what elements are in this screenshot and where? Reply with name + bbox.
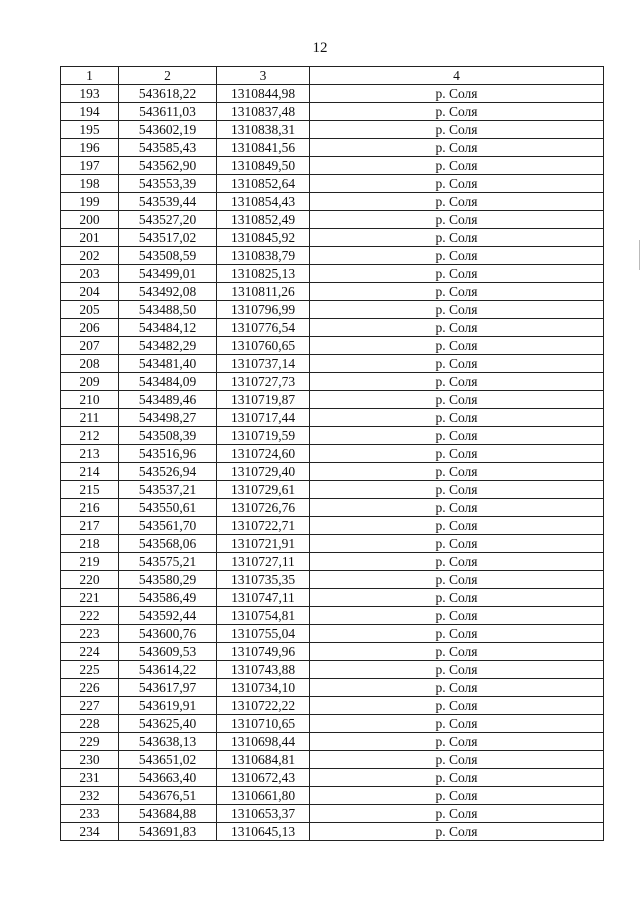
table-row xyxy=(61,193,604,211)
y-coordinate-cell: 1310729,40 xyxy=(217,463,310,481)
description-cell: р. Соля xyxy=(310,157,604,175)
y-coordinate-cell: 1310825,13 xyxy=(217,265,310,283)
table-row xyxy=(61,427,604,445)
coordinates-table xyxy=(60,66,604,841)
y-coordinate-cell: 1310672,43 xyxy=(217,769,310,787)
x-coordinate-cell: 543517,02 xyxy=(119,229,217,247)
description-cell: р. Соля xyxy=(310,661,604,679)
x-coordinate-cell: 543609,53 xyxy=(119,643,217,661)
y-coordinate-cell: 1310645,13 xyxy=(217,823,310,841)
description-cell: р. Соля xyxy=(310,607,604,625)
description-cell: р. Соля xyxy=(310,283,604,301)
y-coordinate-cell: 1310844,98 xyxy=(217,85,310,103)
table-row xyxy=(61,499,604,517)
point-number-cell: 228 xyxy=(61,715,119,733)
x-coordinate-cell: 543489,46 xyxy=(119,391,217,409)
description-cell: р. Соля xyxy=(310,769,604,787)
description-cell: р. Соля xyxy=(310,499,604,517)
x-coordinate-cell: 543508,59 xyxy=(119,247,217,265)
table-row xyxy=(61,823,604,841)
x-coordinate-cell: 543617,97 xyxy=(119,679,217,697)
point-number-cell: 198 xyxy=(61,175,119,193)
table-row xyxy=(61,805,604,823)
y-coordinate-cell: 1310727,73 xyxy=(217,373,310,391)
table-row xyxy=(61,751,604,769)
table-row xyxy=(61,337,604,355)
point-number-cell: 203 xyxy=(61,265,119,283)
point-number-cell: 213 xyxy=(61,445,119,463)
x-coordinate-cell: 543482,29 xyxy=(119,337,217,355)
y-coordinate-cell: 1310754,81 xyxy=(217,607,310,625)
x-coordinate-cell: 543516,96 xyxy=(119,445,217,463)
description-cell: р. Соля xyxy=(310,589,604,607)
x-coordinate-cell: 543684,88 xyxy=(119,805,217,823)
y-coordinate-cell: 1310776,54 xyxy=(217,319,310,337)
description-cell: р. Соля xyxy=(310,301,604,319)
description-cell: р. Соля xyxy=(310,427,604,445)
point-number-cell: 230 xyxy=(61,751,119,769)
table-row xyxy=(61,355,604,373)
description-cell: р. Соля xyxy=(310,787,604,805)
x-coordinate-cell: 543508,39 xyxy=(119,427,217,445)
description-cell: р. Соля xyxy=(310,337,604,355)
y-coordinate-cell: 1310726,76 xyxy=(217,499,310,517)
point-number-cell: 211 xyxy=(61,409,119,427)
table-row xyxy=(61,229,604,247)
point-number-cell: 204 xyxy=(61,283,119,301)
table-header-row xyxy=(61,67,604,85)
x-coordinate-cell: 543592,44 xyxy=(119,607,217,625)
x-coordinate-cell: 543498,27 xyxy=(119,409,217,427)
point-number-cell: 229 xyxy=(61,733,119,751)
y-coordinate-cell: 1310722,71 xyxy=(217,517,310,535)
table-row xyxy=(61,661,604,679)
description-cell: р. Соля xyxy=(310,535,604,553)
table-row xyxy=(61,139,604,157)
description-cell: р. Соля xyxy=(310,643,604,661)
y-coordinate-cell: 1310743,88 xyxy=(217,661,310,679)
description-cell: р. Соля xyxy=(310,805,604,823)
description-cell: р. Соля xyxy=(310,319,604,337)
point-number-cell: 214 xyxy=(61,463,119,481)
point-number-cell: 195 xyxy=(61,121,119,139)
point-number-cell: 223 xyxy=(61,625,119,643)
x-coordinate-cell: 543539,44 xyxy=(119,193,217,211)
y-coordinate-cell: 1310722,22 xyxy=(217,697,310,715)
table-row xyxy=(61,679,604,697)
x-coordinate-cell: 543562,90 xyxy=(119,157,217,175)
description-cell: р. Соля xyxy=(310,391,604,409)
y-coordinate-cell: 1310760,65 xyxy=(217,337,310,355)
description-cell: р. Соля xyxy=(310,463,604,481)
point-number-cell: 231 xyxy=(61,769,119,787)
description-cell: р. Соля xyxy=(310,193,604,211)
y-coordinate-cell: 1310749,96 xyxy=(217,643,310,661)
description-cell: р. Соля xyxy=(310,481,604,499)
point-number-cell: 208 xyxy=(61,355,119,373)
table-row xyxy=(61,445,604,463)
x-coordinate-cell: 543691,83 xyxy=(119,823,217,841)
table-row xyxy=(61,409,604,427)
table-row xyxy=(61,85,604,103)
y-coordinate-cell: 1310719,59 xyxy=(217,427,310,445)
y-coordinate-cell: 1310719,87 xyxy=(217,391,310,409)
point-number-cell: 209 xyxy=(61,373,119,391)
description-cell: р. Соля xyxy=(310,679,604,697)
x-coordinate-cell: 543575,21 xyxy=(119,553,217,571)
description-cell: р. Соля xyxy=(310,121,604,139)
y-coordinate-cell: 1310684,81 xyxy=(217,751,310,769)
point-number-cell: 233 xyxy=(61,805,119,823)
column-header: 3 xyxy=(217,67,310,85)
x-coordinate-cell: 543568,06 xyxy=(119,535,217,553)
y-coordinate-cell: 1310747,11 xyxy=(217,589,310,607)
column-header: 1 xyxy=(61,67,119,85)
point-number-cell: 218 xyxy=(61,535,119,553)
table-row xyxy=(61,157,604,175)
x-coordinate-cell: 543602,19 xyxy=(119,121,217,139)
description-cell: р. Соля xyxy=(310,409,604,427)
y-coordinate-cell: 1310838,79 xyxy=(217,247,310,265)
y-coordinate-cell: 1310811,26 xyxy=(217,283,310,301)
description-cell: р. Соля xyxy=(310,571,604,589)
x-coordinate-cell: 543553,39 xyxy=(119,175,217,193)
y-coordinate-cell: 1310698,44 xyxy=(217,733,310,751)
table-row xyxy=(61,373,604,391)
point-number-cell: 217 xyxy=(61,517,119,535)
y-coordinate-cell: 1310721,91 xyxy=(217,535,310,553)
y-coordinate-cell: 1310755,04 xyxy=(217,625,310,643)
point-number-cell: 201 xyxy=(61,229,119,247)
y-coordinate-cell: 1310841,56 xyxy=(217,139,310,157)
x-coordinate-cell: 543619,91 xyxy=(119,697,217,715)
table-row xyxy=(61,589,604,607)
description-cell: р. Соля xyxy=(310,247,604,265)
y-coordinate-cell: 1310854,43 xyxy=(217,193,310,211)
point-number-cell: 197 xyxy=(61,157,119,175)
table-row xyxy=(61,535,604,553)
x-coordinate-cell: 543550,61 xyxy=(119,499,217,517)
y-coordinate-cell: 1310837,48 xyxy=(217,103,310,121)
point-number-cell: 212 xyxy=(61,427,119,445)
point-number-cell: 196 xyxy=(61,139,119,157)
page-number: 12 xyxy=(312,40,328,56)
description-cell: р. Соля xyxy=(310,85,604,103)
y-coordinate-cell: 1310796,99 xyxy=(217,301,310,319)
table-row xyxy=(61,715,604,733)
point-number-cell: 193 xyxy=(61,85,119,103)
description-cell: р. Соля xyxy=(310,715,604,733)
table-row xyxy=(61,103,604,121)
table-row xyxy=(61,607,604,625)
y-coordinate-cell: 1310710,65 xyxy=(217,715,310,733)
point-number-cell: 224 xyxy=(61,643,119,661)
y-coordinate-cell: 1310735,35 xyxy=(217,571,310,589)
x-coordinate-cell: 543561,70 xyxy=(119,517,217,535)
x-coordinate-cell: 543492,08 xyxy=(119,283,217,301)
y-coordinate-cell: 1310849,50 xyxy=(217,157,310,175)
table-row xyxy=(61,283,604,301)
x-coordinate-cell: 543585,43 xyxy=(119,139,217,157)
x-coordinate-cell: 543676,51 xyxy=(119,787,217,805)
x-coordinate-cell: 543488,50 xyxy=(119,301,217,319)
point-number-cell: 234 xyxy=(61,823,119,841)
point-number-cell: 232 xyxy=(61,787,119,805)
table-row xyxy=(61,571,604,589)
description-cell: р. Соля xyxy=(310,697,604,715)
table-row xyxy=(61,211,604,229)
description-cell: р. Соля xyxy=(310,139,604,157)
table-row xyxy=(61,121,604,139)
table-row xyxy=(61,247,604,265)
point-number-cell: 219 xyxy=(61,553,119,571)
point-number-cell: 207 xyxy=(61,337,119,355)
y-coordinate-cell: 1310845,92 xyxy=(217,229,310,247)
description-cell: р. Соля xyxy=(310,553,604,571)
description-cell: р. Соля xyxy=(310,733,604,751)
table-row xyxy=(61,625,604,643)
point-number-cell: 202 xyxy=(61,247,119,265)
point-number-cell: 227 xyxy=(61,697,119,715)
point-number-cell: 200 xyxy=(61,211,119,229)
description-cell: р. Соля xyxy=(310,355,604,373)
description-cell: р. Соля xyxy=(310,373,604,391)
x-coordinate-cell: 543663,40 xyxy=(119,769,217,787)
x-coordinate-cell: 543638,13 xyxy=(119,733,217,751)
table-row xyxy=(61,769,604,787)
description-cell: р. Соля xyxy=(310,445,604,463)
description-cell: р. Соля xyxy=(310,517,604,535)
x-coordinate-cell: 543625,40 xyxy=(119,715,217,733)
x-coordinate-cell: 543499,01 xyxy=(119,265,217,283)
column-header: 4 xyxy=(310,67,604,85)
x-coordinate-cell: 543537,21 xyxy=(119,481,217,499)
x-coordinate-cell: 543481,40 xyxy=(119,355,217,373)
table-row xyxy=(61,517,604,535)
y-coordinate-cell: 1310653,37 xyxy=(217,805,310,823)
x-coordinate-cell: 543614,22 xyxy=(119,661,217,679)
y-coordinate-cell: 1310661,80 xyxy=(217,787,310,805)
description-cell: р. Соля xyxy=(310,211,604,229)
y-coordinate-cell: 1310852,64 xyxy=(217,175,310,193)
table-row xyxy=(61,175,604,193)
point-number-cell: 210 xyxy=(61,391,119,409)
table-row xyxy=(61,553,604,571)
point-number-cell: 226 xyxy=(61,679,119,697)
table-body xyxy=(61,85,604,841)
description-cell: р. Соля xyxy=(310,265,604,283)
x-coordinate-cell: 543586,49 xyxy=(119,589,217,607)
point-number-cell: 221 xyxy=(61,589,119,607)
table-row xyxy=(61,265,604,283)
y-coordinate-cell: 1310717,44 xyxy=(217,409,310,427)
y-coordinate-cell: 1310737,14 xyxy=(217,355,310,373)
x-coordinate-cell: 543580,29 xyxy=(119,571,217,589)
point-number-cell: 216 xyxy=(61,499,119,517)
table-row xyxy=(61,391,604,409)
table-row xyxy=(61,733,604,751)
point-number-cell: 205 xyxy=(61,301,119,319)
y-coordinate-cell: 1310727,11 xyxy=(217,553,310,571)
point-number-cell: 206 xyxy=(61,319,119,337)
x-coordinate-cell: 543527,20 xyxy=(119,211,217,229)
point-number-cell: 199 xyxy=(61,193,119,211)
description-cell: р. Соля xyxy=(310,229,604,247)
column-header: 2 xyxy=(119,67,217,85)
description-cell: р. Соля xyxy=(310,175,604,193)
x-coordinate-cell: 543484,09 xyxy=(119,373,217,391)
table-row xyxy=(61,481,604,499)
y-coordinate-cell: 1310734,10 xyxy=(217,679,310,697)
table-row xyxy=(61,697,604,715)
point-number-cell: 220 xyxy=(61,571,119,589)
point-number-cell: 215 xyxy=(61,481,119,499)
x-coordinate-cell: 543484,12 xyxy=(119,319,217,337)
table-row xyxy=(61,301,604,319)
table-row xyxy=(61,463,604,481)
y-coordinate-cell: 1310724,60 xyxy=(217,445,310,463)
description-cell: р. Соля xyxy=(310,823,604,841)
description-cell: р. Соля xyxy=(310,751,604,769)
point-number-cell: 225 xyxy=(61,661,119,679)
x-coordinate-cell: 543526,94 xyxy=(119,463,217,481)
x-coordinate-cell: 543611,03 xyxy=(119,103,217,121)
table-row xyxy=(61,787,604,805)
y-coordinate-cell: 1310852,49 xyxy=(217,211,310,229)
description-cell: р. Соля xyxy=(310,625,604,643)
y-coordinate-cell: 1310729,61 xyxy=(217,481,310,499)
point-number-cell: 194 xyxy=(61,103,119,121)
x-coordinate-cell: 543600,76 xyxy=(119,625,217,643)
point-number-cell: 222 xyxy=(61,607,119,625)
y-coordinate-cell: 1310838,31 xyxy=(217,121,310,139)
x-coordinate-cell: 543651,02 xyxy=(119,751,217,769)
description-cell: р. Соля xyxy=(310,103,604,121)
table-row xyxy=(61,643,604,661)
x-coordinate-cell: 543618,22 xyxy=(119,85,217,103)
table-row xyxy=(61,319,604,337)
